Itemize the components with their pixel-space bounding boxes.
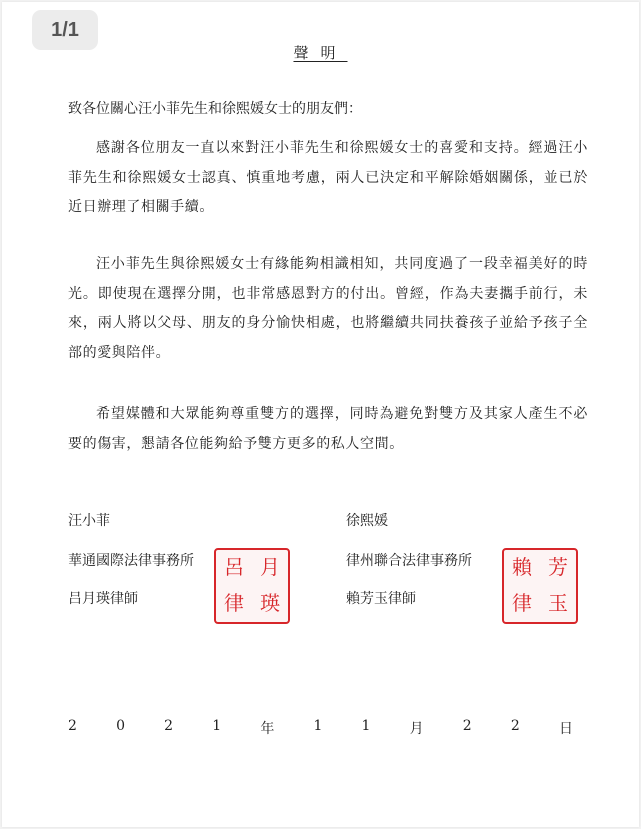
date-year-digit: 2 <box>68 718 77 734</box>
date-year-label: 年 <box>260 721 275 737</box>
page-indicator-badge[interactable]: 1/1 <box>32 10 98 50</box>
seal-char: 月 <box>260 555 280 579</box>
seal-char: 律 <box>224 591 244 615</box>
body-paragraph-2 <box>68 250 588 368</box>
document-page <box>2 2 639 827</box>
date-month-label: 月 <box>409 721 424 737</box>
left-party-name: 汪小菲 <box>68 513 110 529</box>
right-party-lawyer: 賴芳玉律師 <box>346 591 416 607</box>
body-paragraph-3 <box>68 400 588 459</box>
right-lawyer-seal-stamp <box>502 548 578 624</box>
date-year-digit: 1 <box>212 718 222 734</box>
date-day-digit: 2 <box>510 718 520 734</box>
right-party-firm: 律州聯合法律事務所 <box>346 553 472 569</box>
date-year-digit: 2 <box>164 718 174 734</box>
right-party-name: 徐熙媛 <box>346 513 388 529</box>
seal-char: 呂 <box>224 555 244 579</box>
paragraph-text: 感謝各位朋友一直以來對汪小菲先生和徐熙媛女士的喜愛和支持。經過汪小菲先生和徐熙媛女士認真、慎重地考慮，兩人已決定和平解除婚姻關係，並已於近日辦理了相關手續。 <box>68 140 588 215</box>
left-party-lawyer: 吕月瑛律師 <box>68 591 138 607</box>
seal-char: 律 <box>512 591 532 615</box>
left-lawyer-seal-stamp <box>214 548 290 624</box>
salutation: 致各位關心汪小菲先生和徐熙媛女士的朋友們： <box>68 101 362 117</box>
body-paragraph-1 <box>68 134 588 223</box>
date-day-label: 日 <box>558 721 573 737</box>
date-month-digit: 1 <box>361 718 371 734</box>
paragraph-text: 希望媒體和大眾能夠尊重雙方的選擇，同時為避免對雙方及其家人產生不必要的傷害，懇請各位能夠給予雙方更多的私人空間。 <box>68 406 588 452</box>
date-month-digit: 1 <box>313 718 323 734</box>
seal-char: 芳 <box>548 555 568 579</box>
date-year-digit: 0 <box>116 718 125 734</box>
paragraph-text: 汪小菲先生與徐熙媛女士有緣能夠相識相知，共同度過了一段幸福美好的時光。即使現在選擇分開，也非常感恩對方的付出。曾經，作為夫妻攜手前行，未來，兩人將以父母、朋友的身分愉快相處，也將繼續共同扶養孩子並給予孩子全部的愛與陪伴。 <box>68 256 588 361</box>
signing-date <box>68 718 573 738</box>
document-title <box>2 42 639 63</box>
seal-char: 賴 <box>512 555 532 579</box>
left-party-firm: 華通國際法律事務所 <box>68 553 194 569</box>
seal-char: 瑛 <box>260 591 280 615</box>
title-text: 聲明 <box>293 44 348 62</box>
date-day-digit: 2 <box>462 718 472 734</box>
seal-char: 玉 <box>548 591 568 615</box>
